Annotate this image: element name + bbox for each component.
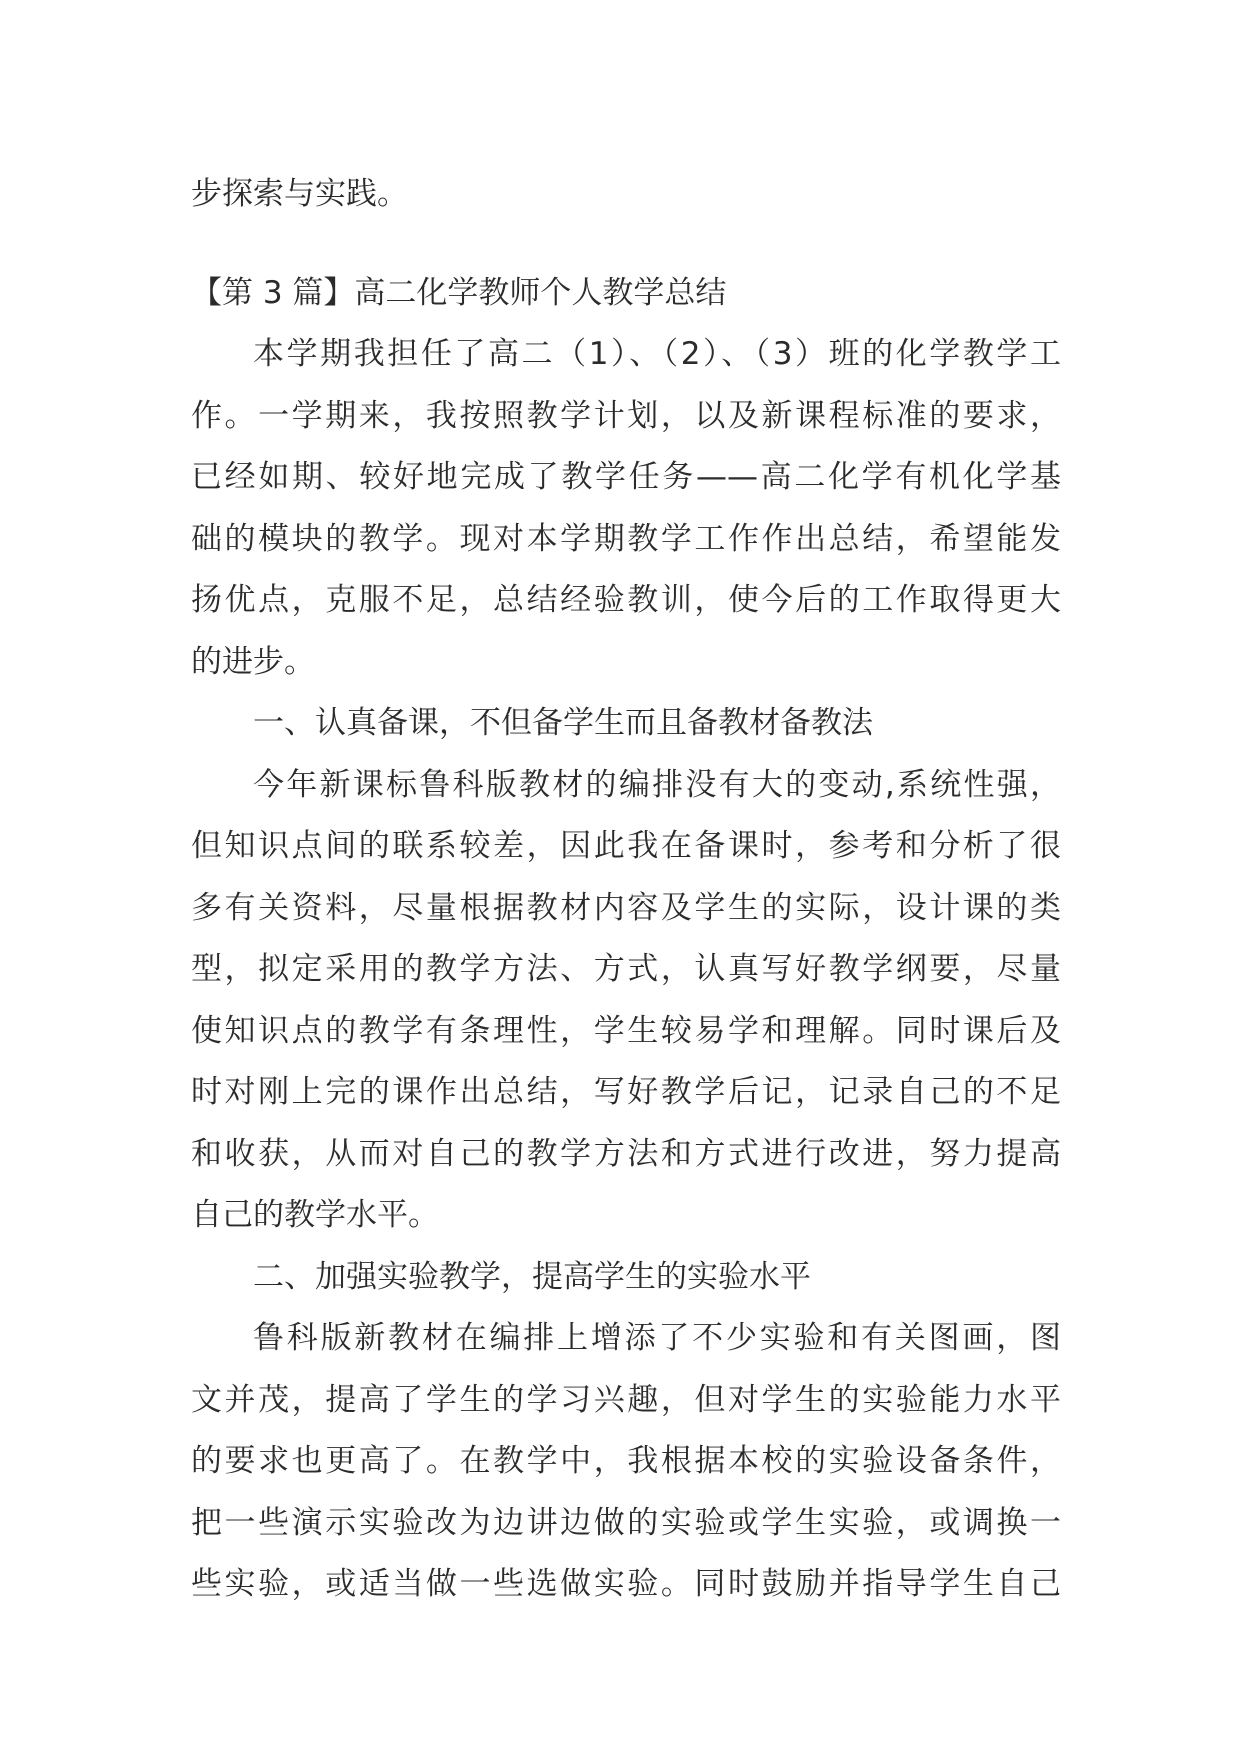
paragraph-line: 把一些演示实验改为边讲边做的实验或学生实验，或调换一 (191, 1504, 1061, 1541)
paragraph-line: 作。一学期来，我按照教学计划，以及新课程标准的要求， (191, 397, 1061, 434)
paragraph-line: 但知识点间的联系较差，因此我在备课时，参考和分析了很 (191, 828, 1061, 864)
previous-section-tail: 步探索与实践。 (191, 176, 408, 212)
paragraph-line: 时对刚上完的课作出总结，写好教学后记，记录自己的不足 (191, 1074, 1061, 1110)
paragraph-line: 今年新课标鲁科版教材的编排没有大的变动,系统性强， (253, 766, 1061, 803)
paragraph-line: 型，拟定采用的教学方法、方式，认真写好教学纲要，尽量 (191, 951, 1061, 987)
paragraph-line: 的进步。 (191, 643, 315, 680)
paragraph-line: 和收获，从而对自己的教学方法和方式进行改进，努力提高 (191, 1135, 1061, 1172)
paragraph-line: 扬优点，克服不足，总结经验教训，使今后的工作取得更大 (191, 582, 1061, 618)
paragraph-line: 使知识点的教学有条理性，学生较易学和理解。同时课后及 (191, 1012, 1061, 1049)
paragraph-line: 文并茂，提高了学生的学习兴趣，但对学生的实验能力水平 (191, 1381, 1061, 1418)
document-body (191, 164, 1061, 1616)
paragraph-preparation (191, 755, 1061, 1247)
paragraph-line: 本学期我担任了高二（1）、（2）、（3）班的化学教学工 (253, 336, 1061, 372)
subheading-text: 二、加强实验教学，提高学生的实验水平 (253, 1258, 811, 1295)
section-heading: 【第 3 篇】高二化学教师个人教学总结 (191, 274, 727, 311)
paragraph-line: 些实验，或适当做一些选做实验。同时鼓励并指导学生自己 (191, 1566, 1061, 1602)
subheading-experiments (191, 1247, 1061, 1309)
section-gap (191, 226, 1061, 263)
paragraph-intro (191, 324, 1061, 693)
paragraph-line: 自己的教学水平。 (191, 1197, 439, 1233)
paragraph-line: 已经如期、较好地完成了教学任务——高二化学有机化学基 (191, 459, 1061, 495)
subheading-text: 一、认真备课，不但备学生而且备教材备教法 (253, 705, 873, 741)
subheading-preparation (191, 693, 1061, 755)
paragraph-line: 的要求也更高了。在教学中，我根据本校的实验设备条件， (191, 1443, 1061, 1479)
paragraph-experiments (191, 1308, 1061, 1616)
paragraph-line: 础的模块的教学。现对本学期教学工作作出总结，希望能发 (191, 520, 1061, 557)
paragraph-line: 多有关资料，尽量根据教材内容及学生的实际，设计课的类 (191, 889, 1061, 926)
paragraph-line: 鲁科版新教材在编排上增添了不少实验和有关图画，图 (253, 1320, 1061, 1356)
